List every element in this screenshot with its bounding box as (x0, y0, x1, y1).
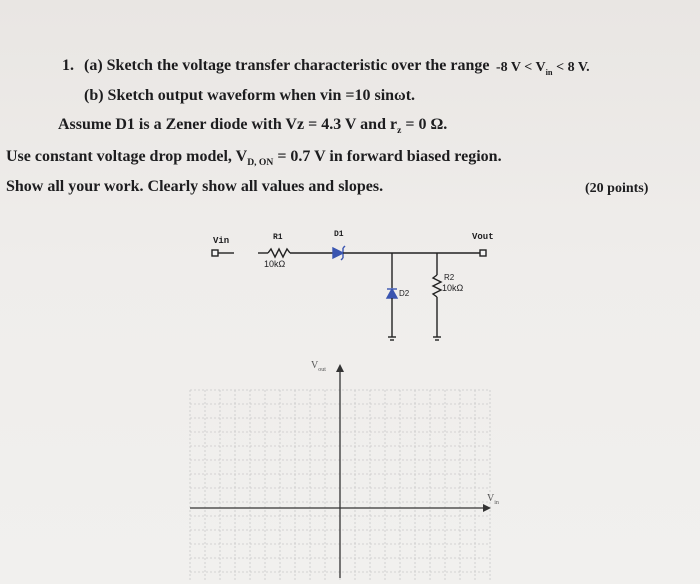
vout-terminal (480, 250, 486, 256)
d2-label: D2 (399, 289, 410, 298)
vout-label: Vout (472, 232, 494, 242)
r1-resistor (268, 249, 290, 257)
show-work-text: Show all your work. Clearly show all values and slopes. (6, 178, 384, 195)
r1-label: R1 (273, 233, 283, 242)
d1-diode (333, 248, 343, 258)
d2-diode (387, 289, 397, 298)
r1-value: 10kΩ (264, 259, 286, 269)
r2-label: R2 (444, 273, 455, 282)
range-text: -8 $V < V_{in} < 8$ V. (496, 60, 590, 77)
points-text: (20 points) (585, 181, 649, 196)
y-axis-arrow-icon (336, 364, 344, 372)
y-axis-label: $V_{out}$ (311, 360, 326, 373)
x-axis-label: $V_{in}$ (487, 493, 499, 506)
cvd-text: Use constant voltage drop model, $V_{D, ON} = 0.7$ V in forward biased region. (6, 148, 502, 169)
r2-resistor (433, 275, 441, 297)
problem-number: 1. (62, 57, 74, 74)
vin-label: Vin (213, 236, 230, 246)
transfer-graph (190, 364, 491, 580)
part-b-text: (b) Sketch output waveform when vin =10 sinωt. (84, 87, 416, 104)
d1-label: D1 (334, 230, 344, 239)
vin-terminal (212, 250, 218, 256)
part-a-text: (a) Sketch the voltage transfer characteristic over the range (84, 57, 490, 74)
r2-value: 10kΩ (442, 283, 464, 293)
assume-text: Assume D1 is a Zener diode with Vz = 4.3 V and $r_z = 0$ Ω. (58, 116, 448, 137)
